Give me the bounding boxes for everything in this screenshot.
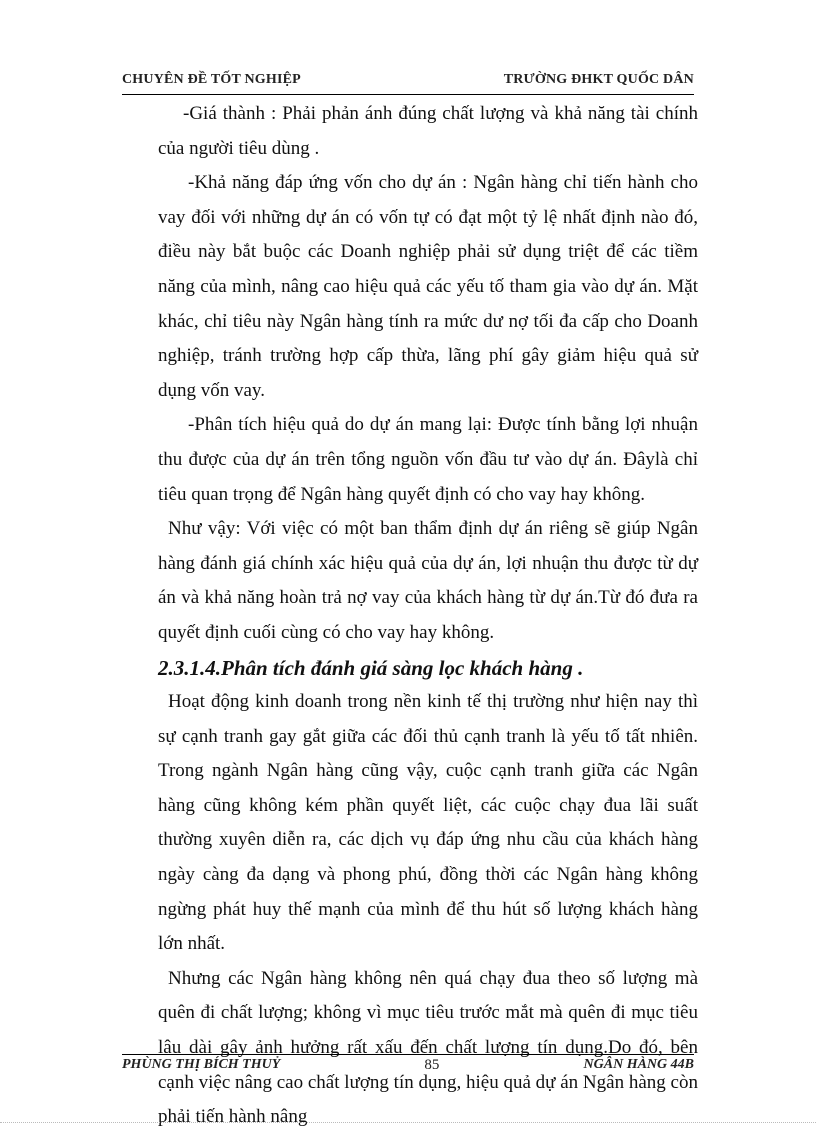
footer-author: PHÙNG THỊ BÍCH THUỶ: [122, 1057, 281, 1072]
header-left-title: CHUYÊN ĐỀ TỐT NGHIỆP: [122, 72, 301, 87]
page-number: 85: [424, 1057, 440, 1073]
page-header: [122, 72, 694, 95]
paragraph-phan-tich-hieu-qua: -Phân tích hiệu quả do dự án mang lại: Được tính bằng lợi nhuận thu được của dự án trên tổng nguồn vốn đầu tư vào dự án. Đâylà chỉ tiêu quan trọng để Ngân hàng quyết định có cho vay hay không.: [158, 414, 698, 505]
footer-class: NGÂN HÀNG 44B: [583, 1057, 694, 1072]
page-footer: [122, 1054, 694, 1081]
paragraph-gia-thanh: -Giá thành : Phải phản ánh đúng chất lượng và khả năng tài chính của người tiêu dùng .: [158, 103, 698, 159]
paragraph-kha-nang-dap-ung-von: -Khả năng đáp ứng vốn cho dự án : Ngân hàng chỉ tiến hành cho vay đối với những dự án có vốn tự có đạt một tỷ lệ nhất định nào đó, điều này bắt buộc các Doanh nghiệp phải sử dụng triệt để các tiềm năng của mình, nâng cao hiệu quả các yếu tố tham gia vào dự án. Mặt khác, chỉ tiêu này Ngân hàng tính ra mức dư nợ tối đa cấp cho Doanh nghiệp, tránh trường hợp cấp thừa, lãng phí gây giảm hiệu quả sử dụng vốn vay.: [158, 172, 698, 401]
paragraph-nhung-cac-ngan-hang: Nhưng các Ngân hàng không nên quá chạy đua theo số lượng mà quên đi chất lượng; không vì mục tiêu trước mắt mà quên đi mục tiêu lâu dài gây ảnh hưởng rất xấu đến chất lượng tín dụng.Do đó, bên cạnh việc nâng cao chất lượng tín dụng, hiệu quả dự án Ngân hàng còn phải tiến hành nâng: [158, 967, 698, 1128]
paragraph-nhu-vay: Như vậy: Với việc có một ban thẩm định dự án riêng sẽ giúp Ngân hàng đánh giá chính xác hiệu quả của dự án, lợi nhuận thu được từ dự án và khả năng hoàn trả nợ vay của khách hàng từ dự án.Từ đó đưa ra quyết định cuối cùng có cho vay hay không.: [158, 518, 698, 643]
page-body: [158, 97, 698, 1135]
paragraph-hoat-dong-kinh-doanh: Hoạt động kinh doanh trong nền kinh tế thị trường như hiện nay thì sự cạnh tranh gay gắt giữa các đối thủ cạnh tranh là yếu tố tất nhiên. Trong ngành Ngân hàng cũng vậy, cuộc cạnh tranh giữa các Ngân hàng cũng không kém phần quyết liệt, các cuộc chạy đua lãi suất thường xuyên diễn ra, các dịch vụ đáp ứng nhu cầu của khách hàng ngày càng đa dạng và phong phú, đồng thời các Ngân hàng không ngừng phát huy thế mạnh của mình để thu hút số lượng khách hàng lớn nhất.: [158, 691, 698, 955]
header-right-title: TRƯỜNG ĐHKT QUỐC DÂN: [503, 72, 694, 87]
section-heading: 2.3.1.4.Phân tích đánh giá sàng lọc khách hàng .: [158, 655, 584, 680]
